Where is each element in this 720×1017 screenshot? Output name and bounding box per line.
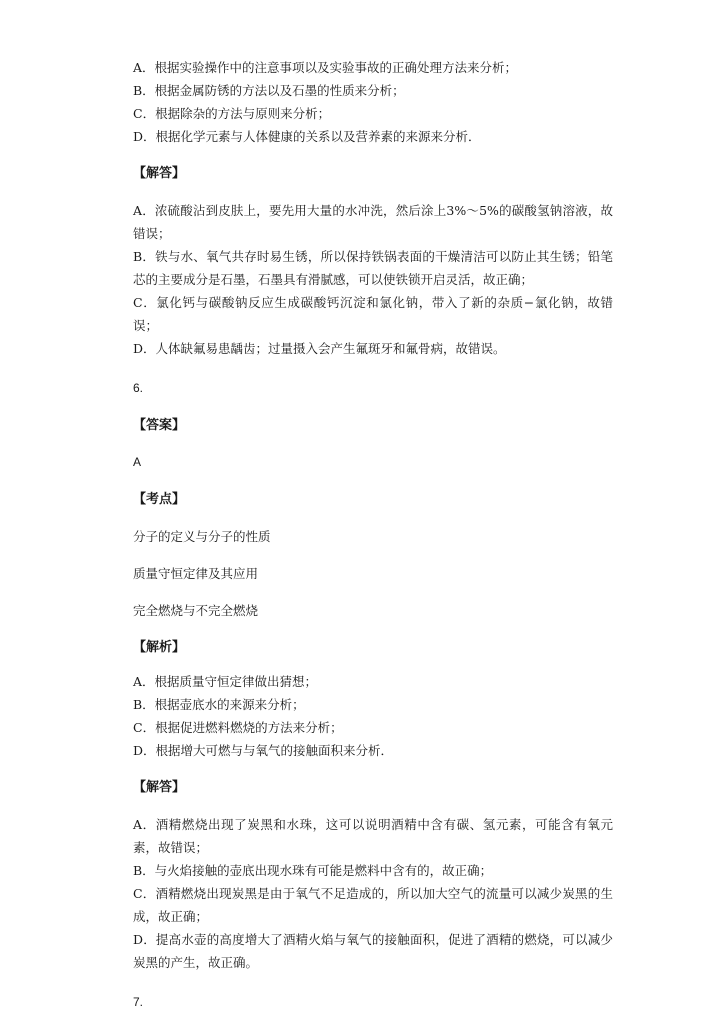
q6-solution-heading: 【解答】 xyxy=(133,780,186,795)
q5-analysis-item-b: B．根据金属防锈的方法以及石墨的性质来分析； xyxy=(133,83,405,98)
q6-points-heading: 【考点】 xyxy=(133,492,186,507)
q5-solution-item-c: C．氯化钙与碳酸钠反应生成碳酸钙沉淀和氯化钠，带入了新的杂质−氯化钠，故错误； xyxy=(133,295,613,333)
q5-solution-item-d: D．人体缺氟易患龋齿；过量摄入会产生氟斑牙和氟骨病，故错误。 xyxy=(133,341,506,356)
q5-analysis-item-d: D．根据化学元素与人体健康的关系以及营养素的来源来分析． xyxy=(133,129,481,144)
q6-answer-value: A xyxy=(133,455,142,469)
q6-solution-item-c: C．酒精燃烧出现炭黑是由于氧气不足造成的，所以加大空气的流量可以减少炭黑的生成，故正确； xyxy=(133,886,613,924)
q6-analysis-item-b: B．根据壶底水的来源来分析； xyxy=(133,697,305,712)
q6-solution-item-a: A．酒精燃烧出现了炭黑和水珠，这可以说明酒精中含有碳、氢元素，可能含有氧元素，故错误； xyxy=(133,817,613,855)
q5-solution-item-b: B．铁与水、氧气共存时易生锈，所以保持铁锅表面的干燥清洁可以防止其生锈；铅笔芯的主要成分是石墨，石墨具有滑腻感，可以使铁锁开启灵活，故正确； xyxy=(133,249,613,287)
q6-point-2: 质量守恒定律及其应用 xyxy=(133,566,259,581)
q6-analysis-item-d: D．根据增大可燃与与氧气的接触面积来分析． xyxy=(133,743,394,758)
q5-analysis-item-a: A．根据实验操作中的注意事项以及实验事故的正确处理方法来分析； xyxy=(133,60,518,75)
q5-solution-item-a: A．浓硫酸沾到皮肤上，要先用大量的水冲洗，然后涂上3%～5%的碳酸氢钠溶液，故错误； xyxy=(133,203,613,241)
q5-solution-heading: 【解答】 xyxy=(133,166,186,181)
q6-solution-item-b: B．与火焰接触的壶底出现水珠有可能是燃料中含有的，故正确； xyxy=(133,863,493,878)
question-7-number: 7. xyxy=(133,995,144,1009)
document-page xyxy=(133,56,613,1014)
q6-analysis-list xyxy=(133,670,613,762)
question-6-number: 6. xyxy=(133,381,144,395)
q6-point-3: 完全燃烧与不完全燃烧 xyxy=(133,603,259,618)
q5-analysis-list xyxy=(133,56,613,148)
q6-solution-list xyxy=(133,813,613,974)
q6-analysis-heading: 【解析】 xyxy=(133,640,186,655)
q6-point-1: 分子的定义与分子的性质 xyxy=(133,529,271,544)
q5-analysis-item-c: C．根据除杂的方法与原则来分析； xyxy=(133,106,331,121)
q6-answer-heading: 【答案】 xyxy=(133,418,186,433)
q6-analysis-item-c: C．根据促进燃料燃烧的方法来分析； xyxy=(133,720,343,735)
q6-analysis-item-a: A．根据质量守恒定律做出猜想； xyxy=(133,674,318,689)
q5-solution-list xyxy=(133,199,613,360)
q6-solution-item-d: D．提高水壶的高度增大了酒精火焰与氧气的接触面积，促进了酒精的燃烧，可以减少炭黑的产生，故正确。 xyxy=(133,932,613,970)
